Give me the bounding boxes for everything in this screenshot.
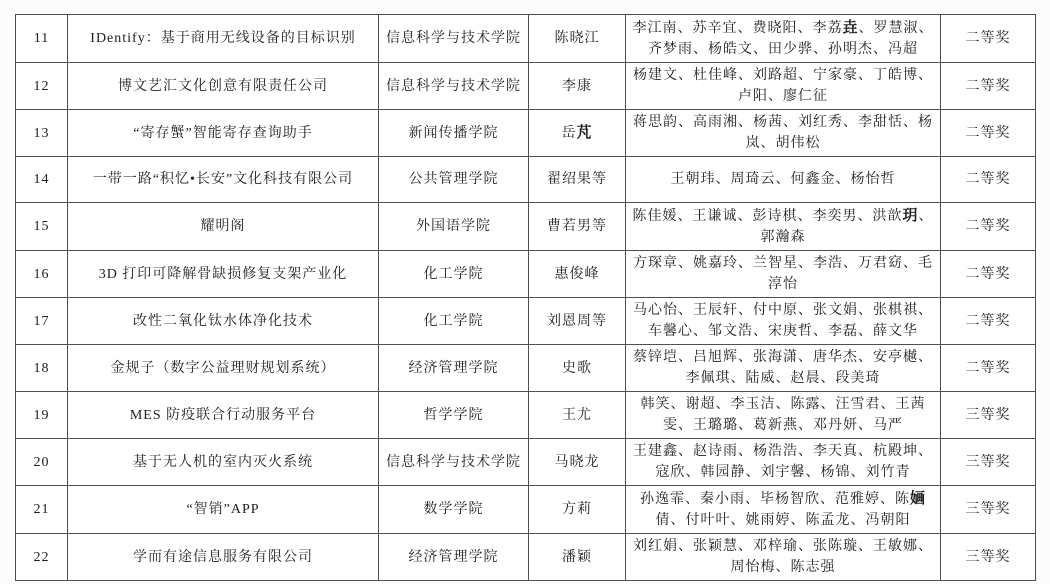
table-row	[16, 251, 1036, 298]
cell-team-members: 蒋思韵、高雨湘、杨茜、刘红秀、李甜恬、杨岚、胡伟松	[626, 110, 941, 157]
cell-serial-number: 14	[16, 157, 68, 203]
table-row	[16, 203, 1036, 251]
cell-award-level: 二等奖	[941, 203, 1036, 251]
table-row	[16, 392, 1036, 439]
table-row	[16, 15, 1036, 63]
cell-college: 公共管理学院	[379, 157, 529, 203]
cell-college: 化工学院	[379, 298, 529, 345]
cell-leader: 曹若男等	[529, 203, 626, 251]
cell-serial-number: 18	[16, 345, 68, 392]
cell-project-name: 博文艺汇文化创意有限责任公司	[68, 63, 379, 110]
cell-project-name: 金规子（数字公益理财规划系统）	[68, 345, 379, 392]
cell-award-level: 三等奖	[941, 486, 1036, 534]
cell-team-members: 刘红娟、张颖慧、邓梓瑜、张陈璇、王敏娜、周怡梅、陈志强	[626, 534, 941, 581]
cell-leader: 李康	[529, 63, 626, 110]
cell-project-name: 改性二氧化钛水体净化技术	[68, 298, 379, 345]
cell-college: 信息科学与技术学院	[379, 15, 529, 63]
table-row	[16, 298, 1036, 345]
cell-leader: 王尤	[529, 392, 626, 439]
table-row	[16, 157, 1036, 203]
cell-award-level: 三等奖	[941, 534, 1036, 581]
cell-leader: 岳芃	[529, 110, 626, 157]
cell-project-name: 一带一路“积忆•长安”文化科技有限公司	[68, 157, 379, 203]
cell-project-name: MES 防疫联合行动服务平台	[68, 392, 379, 439]
cell-project-name: 基于无人机的室内灭火系统	[68, 439, 379, 486]
cell-award-level: 二等奖	[941, 63, 1036, 110]
cell-serial-number: 11	[16, 15, 68, 63]
table-row	[16, 63, 1036, 110]
cell-team-members: 韩笑、谢超、李玉洁、陈露、汪雪君、王茜雯、王璐璐、葛新燕、邓丹妍、马严	[626, 392, 941, 439]
cell-award-level: 二等奖	[941, 345, 1036, 392]
cell-team-members: 杨建文、杜佳峰、刘路超、宁家豪、丁皓博、卢阳、廖仁征	[626, 63, 941, 110]
cell-college: 经济管理学院	[379, 534, 529, 581]
cell-team-members: 孙逸霏、秦小雨、毕杨智欣、范雅婷、陈婳倩、付叶叶、姚雨婷、陈孟龙、冯朝阳	[626, 486, 941, 534]
cell-serial-number: 19	[16, 392, 68, 439]
cell-serial-number: 15	[16, 203, 68, 251]
cell-team-members: 马心怡、王辰轩、付中原、张文娟、张棋祺、车馨心、邹文浩、宋庚哲、李磊、薛文华	[626, 298, 941, 345]
awards-table-container	[15, 14, 1036, 581]
cell-college: 哲学学院	[379, 392, 529, 439]
cell-leader: 潘颖	[529, 534, 626, 581]
cell-project-name: 学而有途信息服务有限公司	[68, 534, 379, 581]
table-row	[16, 534, 1036, 581]
cell-college: 化工学院	[379, 251, 529, 298]
awards-table-body	[16, 15, 1036, 581]
cell-award-level: 三等奖	[941, 392, 1036, 439]
cell-award-level: 二等奖	[941, 298, 1036, 345]
cell-college: 新闻传播学院	[379, 110, 529, 157]
cell-college: 信息科学与技术学院	[379, 63, 529, 110]
awards-table	[15, 14, 1036, 581]
table-row	[16, 486, 1036, 534]
cell-serial-number: 17	[16, 298, 68, 345]
cell-award-level: 二等奖	[941, 251, 1036, 298]
table-row	[16, 110, 1036, 157]
cell-leader: 翟绍果等	[529, 157, 626, 203]
cell-leader: 史歌	[529, 345, 626, 392]
cell-project-name: IDentify：基于商用无线设备的目标识别	[68, 15, 379, 63]
cell-serial-number: 21	[16, 486, 68, 534]
table-row	[16, 439, 1036, 486]
cell-college: 外国语学院	[379, 203, 529, 251]
cell-serial-number: 13	[16, 110, 68, 157]
cell-leader: 陈晓江	[529, 15, 626, 63]
cell-award-level: 二等奖	[941, 15, 1036, 63]
cell-leader: 方莉	[529, 486, 626, 534]
cell-project-name: 3D 打印可降解骨缺损修复支架产业化	[68, 251, 379, 298]
cell-serial-number: 22	[16, 534, 68, 581]
cell-team-members: 陈佳媛、王谦诚、彭诗棋、李奕男、洪歆玥、郭瀚森	[626, 203, 941, 251]
cell-award-level: 三等奖	[941, 439, 1036, 486]
table-row	[16, 345, 1036, 392]
cell-leader: 马晓龙	[529, 439, 626, 486]
cell-leader: 惠俊峰	[529, 251, 626, 298]
cell-team-members: 王朝玮、周琦云、何鑫金、杨怡哲	[626, 157, 941, 203]
cell-team-members: 方琛章、姚嘉玲、兰智星、李浩、万君窈、毛淳怡	[626, 251, 941, 298]
cell-project-name: “寄存蟹”智能寄存查询助手	[68, 110, 379, 157]
cell-leader: 刘恩周等	[529, 298, 626, 345]
cell-serial-number: 12	[16, 63, 68, 110]
cell-team-members: 李江南、苏辛宜、费晓阳、李荔垚、罗慧淑、齐梦雨、杨皓文、田少骅、孙明杰、冯超	[626, 15, 941, 63]
cell-serial-number: 20	[16, 439, 68, 486]
cell-college: 数学学院	[379, 486, 529, 534]
cell-project-name: 耀明阁	[68, 203, 379, 251]
cell-award-level: 二等奖	[941, 157, 1036, 203]
cell-serial-number: 16	[16, 251, 68, 298]
cell-award-level: 二等奖	[941, 110, 1036, 157]
cell-project-name: “智销”APP	[68, 486, 379, 534]
cell-college: 信息科学与技术学院	[379, 439, 529, 486]
cell-team-members: 王建鑫、赵诗雨、杨浩浩、李天真、杭殿坤、寇欣、韩园静、刘宇馨、杨锦、刘竹青	[626, 439, 941, 486]
cell-college: 经济管理学院	[379, 345, 529, 392]
cell-team-members: 蔡锌垲、吕旭辉、张海潇、唐华杰、安亭樾、李佩琪、陆威、赵晨、段美琦	[626, 345, 941, 392]
